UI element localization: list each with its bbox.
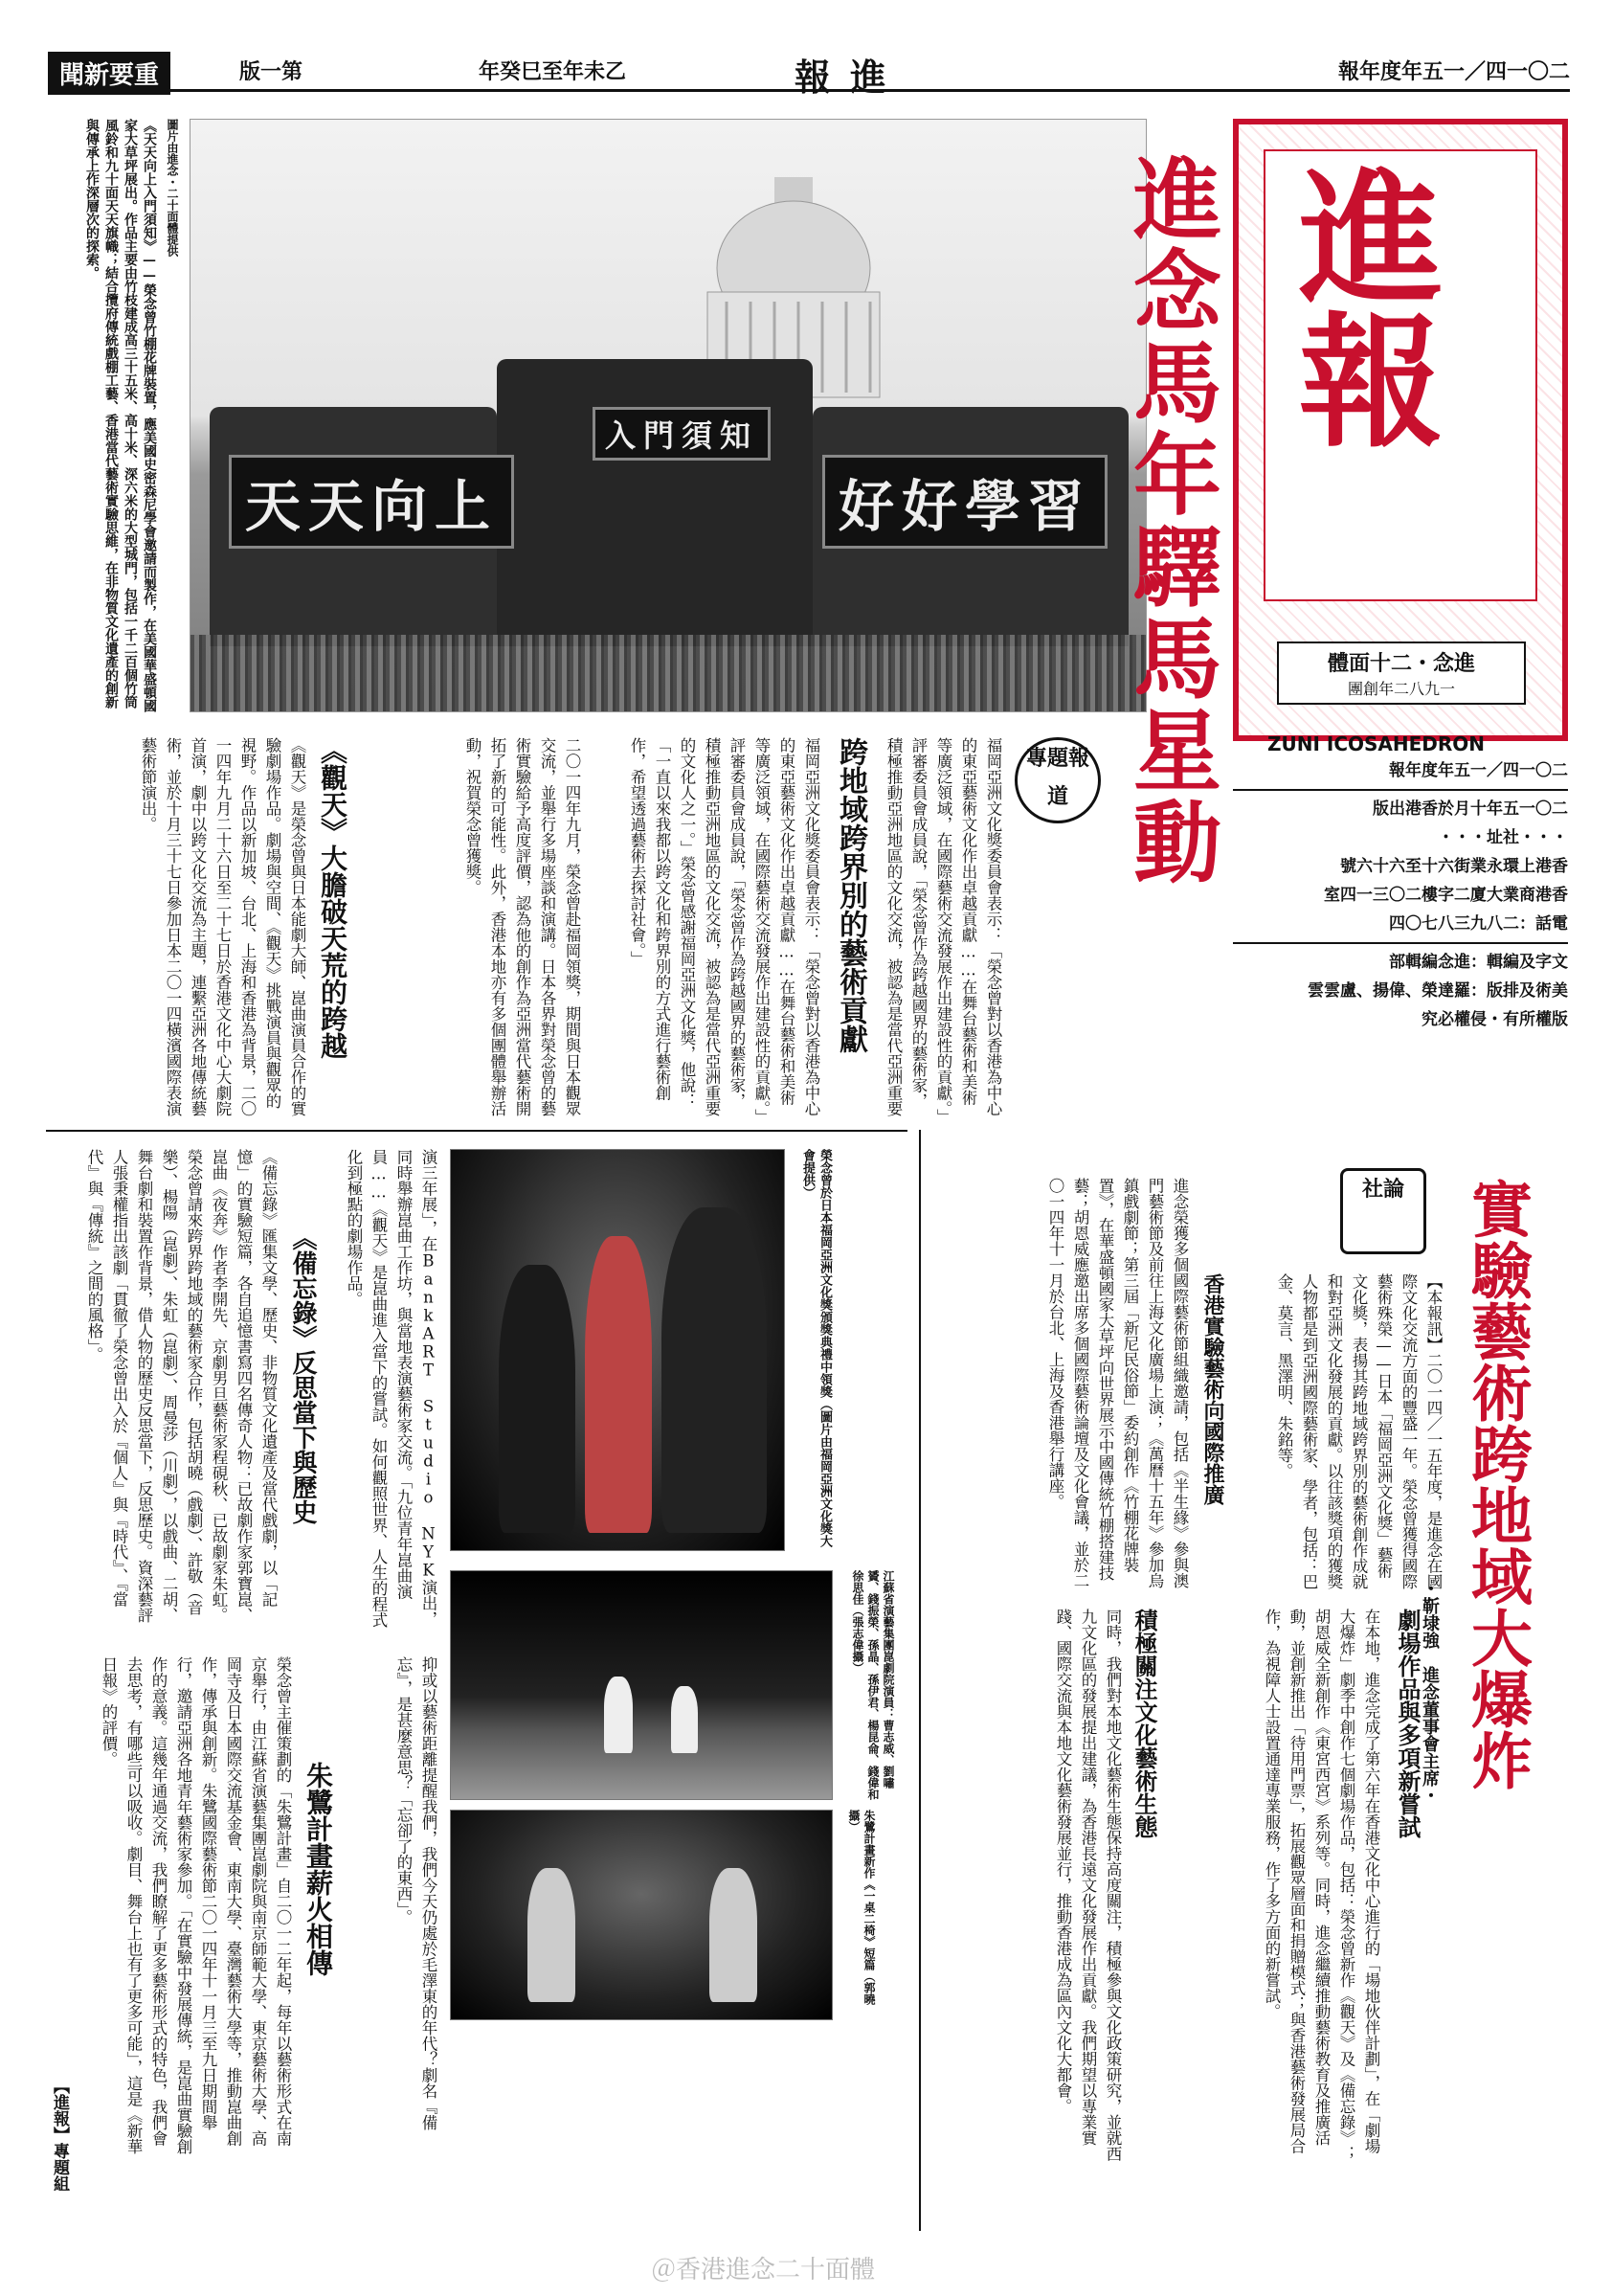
main-headline: 進念馬年驛馬星動 [1119,153,1222,889]
performer [709,1868,757,2002]
masthead-box [1233,119,1568,755]
performer [604,1677,633,1753]
feature-body-1b: 福岡亞洲文化獎委員會表示：「榮念曾對以香港為中心的東亞藝術文化作出卓越貢獻……在舞台藝術和美術等廣泛領域，在國際藝術交流發展作出建設性的貢獻。」評審委員會成員說，「榮念曾作為跨越國界的藝術家，積極推動亞洲地區的文化交流，被認為是當代亞洲重要的文化人之一。」榮念曾感謝福岡亞洲文化獎，他說：「一直以來我都以跨文化和跨界別的方式進行藝術創作，希望透過藝術去探討社會。」 [628,737,820,1116]
feature-badge [1015,737,1101,823]
signature: 【進報】專題組 [50,2078,69,2192]
editorial-subtitle-c: 積極關注文化藝術生態 [1131,1609,1157,1838]
editorial-body-4: 同時，我們對本地文化藝術生態保持高度關注，積極參與文化政策研究，並就西九文化區的發展提出建議，為香港長遠文化發展作出貢獻。我們期望以專業實踐、國際交流與本地文化藝術發展並行，推動香港成為區內文化大都會。 [1054,1609,1122,2162]
info-address-label: ・・・址社・・・ [1438,828,1568,847]
feature-badge-text: 專題報道 [1025,747,1089,809]
info-year: 報年度年五一／四一〇二 [1389,761,1568,780]
header-bar [48,48,1570,99]
info-rights: 究必權侵・有所權版 [1422,1010,1568,1029]
figure-left [499,1265,575,1533]
editorial-divider [919,1130,921,2231]
info-phone: 四〇七八三九八二：話電 [1389,914,1568,934]
feature-title: 跨地域跨界別的藝術貢獻 [834,737,867,1053]
english-name: ZUNI ICOSAHEDRON [1267,732,1486,755]
lower-right-sub-text: 抑或以藝術距離提醒我們，我們今天仍處於毛澤東的年代？劇名『備忘』，是甚麼意思？「忘卻了的東西」。 [394,1656,437,2130]
issue-date: 報年度年五一／四一〇二 [1337,60,1570,84]
guantian-continued: 演三年展」，在BankART Studio NYK演出，同時舉辦崑曲工作坊，與當地表演藝術家交流。「九位青年崑曲演員……《觀天》是崑曲進入當下的嘗試。如何觀照世界、人生的程式化到極點的劇場作品。 [345,1149,437,1628]
group-name: 體面十二・念進 [1327,652,1475,676]
banner-left: 天天向上 [229,455,514,549]
info-design: 雲雲盧、揚偉、榮達羅：版排及術美 [1308,981,1568,1001]
info-rule [1233,942,1568,944]
photo-credit: 圖片由進念・二十面體提供 [166,119,179,257]
editorial-badge [1340,1168,1426,1254]
masthead-title: 報進 [795,56,907,99]
banner-right: 好好學習 [822,455,1108,549]
info-address-2: 室四一三〇二樓字二廈大業商港香 [1324,886,1568,905]
feature-body-3: 《觀天》是榮念曾與日本能劇大師、崑曲演員合作的實驗劇場作品。劇場與空間、《觀天》挑戰演員與觀眾的視野。作品以新加坡、台北、上海和香港為背景，二〇一四年九月二十六日至二十七日於香港文化中心大劇院首演，劇中以跨文化交流為主題，連繫亞洲各地傳統藝術，並於十月三十七日參加日本二〇一四橫濱國際表演藝術節演出。 [139,737,306,1116]
page-label: 版一第 [239,60,303,84]
info-editor: 部輯編念進：輯編及字文 [1389,953,1568,972]
banner-center: 入門須知 [593,407,771,461]
editorial-body-1: 【本報訊】二〇一四／一五年度，是進念在國際文化交流方面的豐盛一年。榮念曾獲得國際藝術殊榮——日本「福岡亞洲文化獎」藝術文化獎，表揚其跨地域跨界別的藝術創作成就和對亞洲文化發展的貢獻。以往該獎項的獲獎人物都是到亞洲國際藝術家、學者，包括：巴金、莫言、黑澤明、朱銘等。 [1275,1273,1443,1589]
gate-photo [190,119,1147,712]
performer [671,1686,698,1753]
founded-year: 團創年二八九一 [1347,680,1455,698]
stage-photo-1 [450,1570,833,1800]
watermark: ＠香港進念二十面體 [651,2256,876,2285]
editorial-byline: ・靳埭強 進念董事會主席・ [1420,1580,1440,1804]
stage-photo-1-caption: 江蘇省演藝集團崑劇院演員：曹志威、劉嘯贇、錢振榮、孫晶、孫伊君、楊昆侖、錢偉和徐思佳（張志偉攝） [851,1570,895,1800]
masthead-name: 進報 [1274,163,1443,450]
editorial-body-2: 進念榮獲多個國際藝術節組織邀請，包括《半生緣》參與澳門藝術節及前往上海文化廣場上演；《萬曆十五年》參加烏鎮戲劇節；第三屆「新尼民俗節」委約創作《竹棚花牌裝置》，在華盛頓國家大草坪向世界展示中國傳統竹棚搭建技藝；胡恩威應邀出席多個國際藝術論壇及文化會議，並於二〇一四年十一月於台北、上海及香港舉行講座。 [1046,1178,1189,1588]
crowd [190,635,1146,711]
stage-photo-2-caption: 朱鷺計畫新作《一桌二椅》短篇（郭曉攝） [847,1810,876,2005]
feature-body-2: 二〇一四年九月，榮念曾赴福岡領獎，期間與日本觀眾交流，並舉行多場座談和演講。日本各界對榮念曾的藝術實驗給予高度評價，認為他的創作為亞洲當代藝術開拓了新的可能性。此外，香港本地亦有多個團體舉辦活動，祝賀榮念曾獲獎。 [463,737,581,1116]
stage-photo-2 [450,1810,833,2020]
section-label: 聞新要重 [48,52,170,95]
beiwang-body: 《備忘錄》匯集文學、歷史、非物質文化遺產及當代戲劇，以「記憶」的實驗短篇，各自追憶書寫四名傳奇人物：已故劇作家郭寶崑、崑曲《夜奔》作者李開先、京劇男旦藝術家程硯秋、已故劇家朱虹。榮念曾請來跨界跨地域的藝術家合作，包括胡曉（戲劇）、許敬（音樂）、楊陽（崑劇）、朱虹（崑劇）、周曼莎（川劇），以戲曲、二胡、舞台劇和裝置作背景，借人物的歷史反思當下，反思歷史。資深藝評人張秉權指出該劇「貫徹了榮念曾出入於『個人』與『時代』、『當代』與『傳統』之間的風格」。 [85,1149,278,1623]
photo-caption: 《天天向上入門須知》——榮念曾竹棚花牌裝置，應美國史密森尼學會邀請而製作，在美國華盛頓國家大草坪展出。作品主要由竹枝建成高三十五米、高十米、深六米的大型城門，包括一千二百個竹筒風鈴和九十面天天旗幟；結合攬府傳統戲棚工藝、香港當代藝術實驗思維，在非物質文化遺產的創新與傳承上作深層次的探索。 [84,119,157,712]
publication-info [1233,756,1568,1034]
lunar-year: 年癸巳至年未乙 [479,60,627,84]
performer [527,1868,575,2002]
award-photo-caption: 榮念曾於日本福岡亞洲文化獎頒獎典禮中領獎（圖片由福岡亞洲文化獎大會提供） [800,1149,832,1547]
editorial-title: 實驗藝術跨地域大爆炸 [1461,1178,1533,1790]
feature-subtitle-guantian: 《觀天》大膽破天荒的跨越 [317,737,348,1059]
beiwang-subtitle: 《備忘錄》反思當下與歷史 [288,1226,317,1524]
feature-body-1: 福岡亞洲文化獎委員會表示：「榮念曾對以香港為中心的東亞藝術文化作出卓越貢獻……在舞台藝術和美術等廣泛領域，在國際藝術交流發展作出建設性的貢獻。」評審委員會成員說，「榮念曾作為跨越國界的藝術家，積極推動亞洲地區的文化交流，被認為是當代亞洲重要 [884,737,1002,1116]
editorial-subtitle-a: 香港實驗藝術向國際推廣 [1200,1273,1224,1505]
figure-right [661,1207,767,1533]
editorial-body-3: 在本地，進念完成了第六年在香港文化中心進行的「場地伙伴計劃」，在「劇場大爆炸」劇季中創作七個劇場作品，包括：榮念曾新作《觀天》及《備忘錄》；胡恩威全新創作《東宮西宮》系列等。同時，進念繼續推動藝術教育及推廣活動，並創新推出「待用門票」，拓展觀眾層面和捐贈模式；與香港藝術發展局合作，為視障人士設置通達專業服務，作了多方面的新嘗試。 [1263,1609,1380,2162]
center-gate [497,359,813,646]
section-divider [46,1130,907,1132]
editorial-badge-text: 社論 [1361,1178,1404,1202]
zhulu-subtitle: 朱鷺計畫薪火相傳 [302,1762,334,1976]
zhulu-body: 榮念曾主催策劃的「朱鷺計畫」自二〇一二年起，每年以藝術形式在南京舉行，由江蘇省演藝集團崑劇院與南京師範大學、東京藝術大學、高岡寺及日本國際交流基金會、東南大學、臺灣藝術大學等，推動崑曲創作，傳承與創新。朱鷺國際藝術節二〇一四年十一月三至九日期間舉行，邀請亞洲各地青年藝術家參加。「在實驗中發展傳統，是崑曲實驗創作的意義。這幾年通過交流，我們瞭解了更多藝術形式的特色，我們會去思考，有哪些可以吸收。劇目、舞台上也有了更多可能」，這是《新華日報》的評價。 [100,1656,292,2154]
award-photo [450,1149,785,1551]
info-rule [1233,789,1568,791]
editorial-subtitle-b: 劇場作品與多項新嘗試 [1394,1609,1421,1838]
figure-center [585,1236,652,1533]
info-published: 版出港香於月十年五一〇二 [1373,799,1568,819]
masthead-group-box [1277,642,1526,705]
info-address-1: 號六十六至十六街業永環上港香 [1340,857,1568,876]
